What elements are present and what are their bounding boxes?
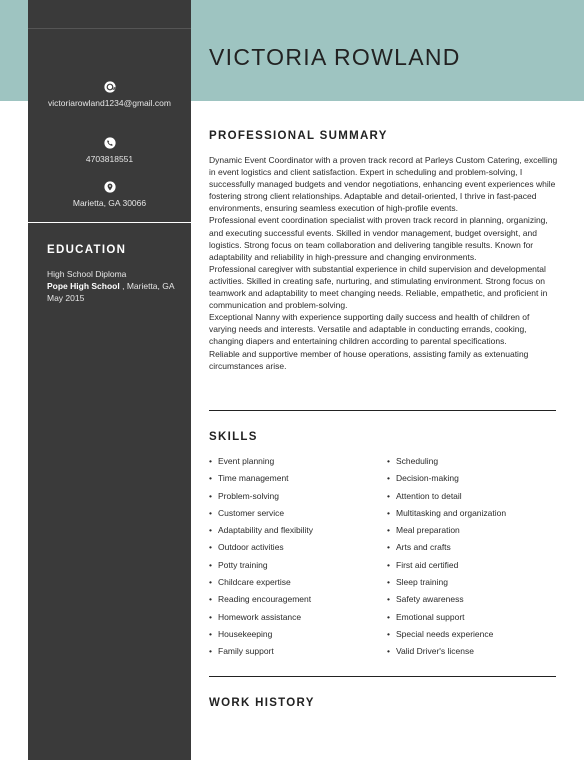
skill-item: • First aid certified <box>387 559 506 576</box>
skill-item: • Multitasking and organization <box>387 507 506 524</box>
skill-item: • Special needs experience <box>387 628 506 645</box>
skill-item: • Event planning <box>209 455 313 472</box>
contact-location <box>28 181 191 209</box>
skill-item: • Housekeeping <box>209 628 313 645</box>
skill-item: • Attention to detail <box>387 490 506 507</box>
summary-paragraph: Professional event coordination specialist with proven track record in planning, organizing, and executing successful events. Skilled in vendor management, budget oversight, and logistics. Strong focus on team collaboration and delivering tangible results. Known for adaptability and reliability in high-pressure and changing environments. <box>209 215 548 262</box>
skill-item: • Arts and crafts <box>387 541 506 558</box>
skill-item: • Homework assistance <box>209 611 313 628</box>
skill-item: • Time management <box>209 472 313 489</box>
summary-heading: PROFESSIONAL SUMMARY <box>209 130 388 142</box>
education-date: May 2015 <box>47 293 85 303</box>
skill-item: • Customer service <box>209 507 313 524</box>
skill-item: • Adaptability and flexibility <box>209 524 313 541</box>
sidebar <box>28 0 191 760</box>
summary-paragraph: Exceptional Nanny with experience supporting daily success and health of children of varying needs and interests. Versatile and adaptable in conducting errands, cooking, changing diapers and entertaining children according to parental specifications. <box>209 312 530 347</box>
sidebar-divider <box>28 222 191 223</box>
skill-item: • Problem-solving <box>209 490 313 507</box>
at-sign-icon <box>104 81 116 93</box>
skill-item: • Meal preparation <box>387 524 506 541</box>
map-pin-icon <box>104 181 116 193</box>
skill-item: • Reading encouragement <box>209 593 313 610</box>
section-divider <box>209 676 556 677</box>
email-text[interactable]: victoriarowland1234@gmail.com <box>48 98 171 108</box>
summary-paragraph: Professional caregiver with substantial experience in child supervision and developmental activities. Skilled in creating safe, nurturing, and stimulating environment. Strong focus on teamwork and adaptability to meet changing needs. Reliable, empathetic, and proficient in communication and problem-solving. <box>209 263 548 311</box>
work-history-heading: WORK HISTORY <box>209 697 315 709</box>
skill-item: • Childcare expertise <box>209 576 313 593</box>
skill-item: • Emotional support <box>387 611 506 628</box>
section-divider <box>209 410 556 411</box>
skills-heading: SKILLS <box>209 431 258 443</box>
skills-list-left <box>209 455 313 663</box>
phone-text[interactable]: 4703818551 <box>85 154 134 164</box>
summary-paragraph: Reliable and supportive member of house operations, assisting family as extenuating circumstances arise. <box>209 348 529 371</box>
contact-email <box>28 81 191 109</box>
education-school-line <box>47 280 175 292</box>
skill-item: • Scheduling <box>387 455 506 472</box>
education-entry <box>47 268 175 304</box>
sidebar-top-divider <box>28 28 191 29</box>
education-school-location: , Marietta, GA <box>122 281 175 291</box>
contact-phone <box>28 137 191 165</box>
skill-item: • Valid Driver's license <box>387 645 506 662</box>
education-school: Pope High School <box>47 281 120 291</box>
location-text: Marietta, GA 30066 <box>72 198 147 208</box>
education-degree: High School Diploma <box>47 269 127 279</box>
summary-paragraph: Dynamic Event Coordinator with a proven track record at Parleys Custom Catering, excelling in event logistics and client satisfaction. Expert in scheduling and problem-solving, I successfully managed budgets and vendor negotiations, enhancing event experiences while fostering strong client relationships. Adaptable and detail-oriented, I thrive in fast-paced environments, ensuring seamless execution of high-profile events. <box>209 155 558 214</box>
phone-icon <box>104 137 116 149</box>
skill-item: • Family support <box>209 645 313 662</box>
education-heading: EDUCATION <box>47 244 127 256</box>
skill-item: • Potty training <box>209 559 313 576</box>
skill-item: • Sleep training <box>387 576 506 593</box>
skill-item: • Outdoor activities <box>209 541 313 558</box>
skill-item: • Safety awareness <box>387 593 506 610</box>
candidate-name: VICTORIA ROWLAND <box>209 44 461 70</box>
skill-item: • Decision-making <box>387 472 506 489</box>
professional-summary <box>209 154 559 372</box>
skills-list-right <box>387 455 506 663</box>
